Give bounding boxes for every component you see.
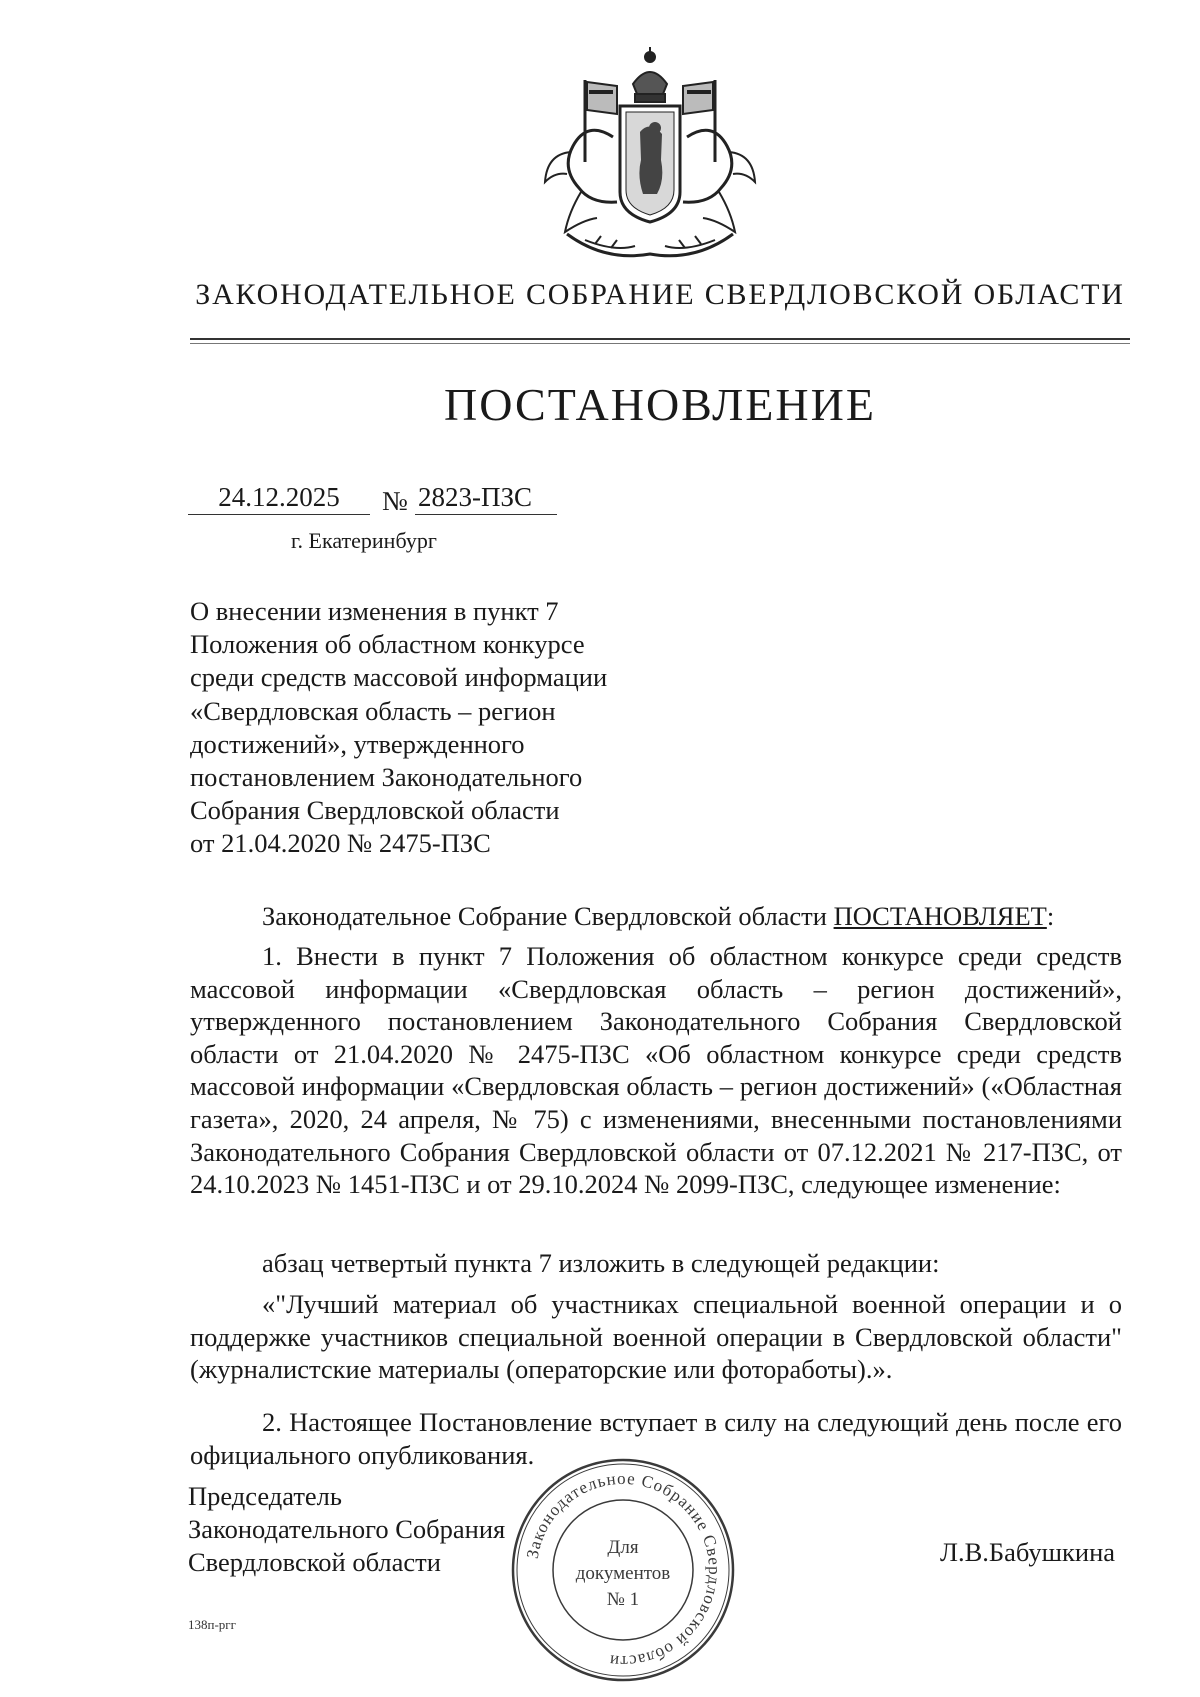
intro-colon: : (1046, 901, 1055, 931)
resolves-keyword: ПОСТАНОВЛЯЕТ (833, 901, 1047, 931)
subject-line: достижений», утвержденного (190, 728, 525, 759)
subject-line: О внесении изменения в пункт 7 (190, 596, 559, 626)
stamp-center-line: документов (575, 1563, 671, 1584)
document-subject (190, 595, 660, 861)
subject-line: постановлением Законодательного (190, 762, 583, 793)
number-sign: № (382, 486, 408, 516)
official-seal-stamp (508, 1455, 738, 1685)
header-divider-thick (190, 338, 1130, 340)
stamp-ring-text: Законодательное Собрание Свердловской области (522, 1468, 725, 1672)
subject-line: среди средств массовой информации (190, 662, 608, 693)
document-type-title: ПОСТАНОВЛЕНИЕ (444, 379, 876, 430)
paragraph-amendment-intro: абзац четвертый пункта 7 изложить в следующей редакции: (262, 1248, 940, 1278)
footer-reference: 138п-ргг (188, 1617, 236, 1632)
header-divider-thin (190, 343, 1130, 344)
subject-line: Собрания Свердловской области (190, 795, 560, 826)
document-number: 2823-ПЗС (418, 482, 533, 512)
paragraph-amendment-text: «"Лучший материал об участниках специальной военной операции и о поддержке участников специальной военной операции в Свердловской области" (журналистские материалы (операторские или фотоработы).». (190, 1289, 1122, 1385)
stamp-center-line: № 1 (606, 1589, 640, 1610)
document-date: 24.12.2025 (218, 482, 340, 512)
position-line: Свердловской области (188, 1547, 441, 1577)
subject-line: «Свердловская область – регион (190, 695, 556, 726)
date-underline (188, 514, 370, 515)
intro-text: Законодательное Собрание Свердловской области (262, 901, 834, 931)
organization-name: ЗАКОНОДАТЕЛЬНОЕ СОБРАНИЕ СВЕРДЛОВСКОЙ ОБЛАСТИ (195, 278, 1125, 311)
coat-of-arms-emblem (525, 42, 775, 267)
position-line: Председатель (188, 1481, 342, 1511)
number-underline (415, 514, 557, 515)
subject-line: Положения об областном конкурсе (190, 629, 585, 660)
resolution-intro (190, 900, 1122, 933)
document-city: г. Екатеринбург (291, 528, 437, 553)
position-line: Законодательного Собрания (188, 1514, 506, 1544)
paragraph-1: 1. Внести в пункт 7 Положения об областном конкурсе среди средств массовой информации «Свердловская область – регион достижений», утвержденного постановлением Законодательного Собрания Свердловской области от 21.04.2020 № 2475-ПЗС «Об областном конкурсе среди средств массовой информации «Свердловская область – регион достижений» («Областная газета», 2020, 24 апреля, № 75) с изменениями, внесенными постановлениями Законодательного Собрания Свердловской области от 07.12.2021 № 217-ПЗС, от 24.10.2023 № 1451-ПЗС и от 29.10.2024 № 2099-ПЗС, следующее изменение: (190, 941, 1122, 1200)
signatory-name: Л.В.Бабушкина (940, 1537, 1116, 1567)
subject-line: от 21.04.2020 № 2475-ПЗС (190, 828, 491, 859)
paragraph-2: 2. Настоящее Постановление вступает в силу на следующий день после его официального опубликования. (190, 1407, 1122, 1470)
stamp-center-line: Для (607, 1537, 639, 1558)
